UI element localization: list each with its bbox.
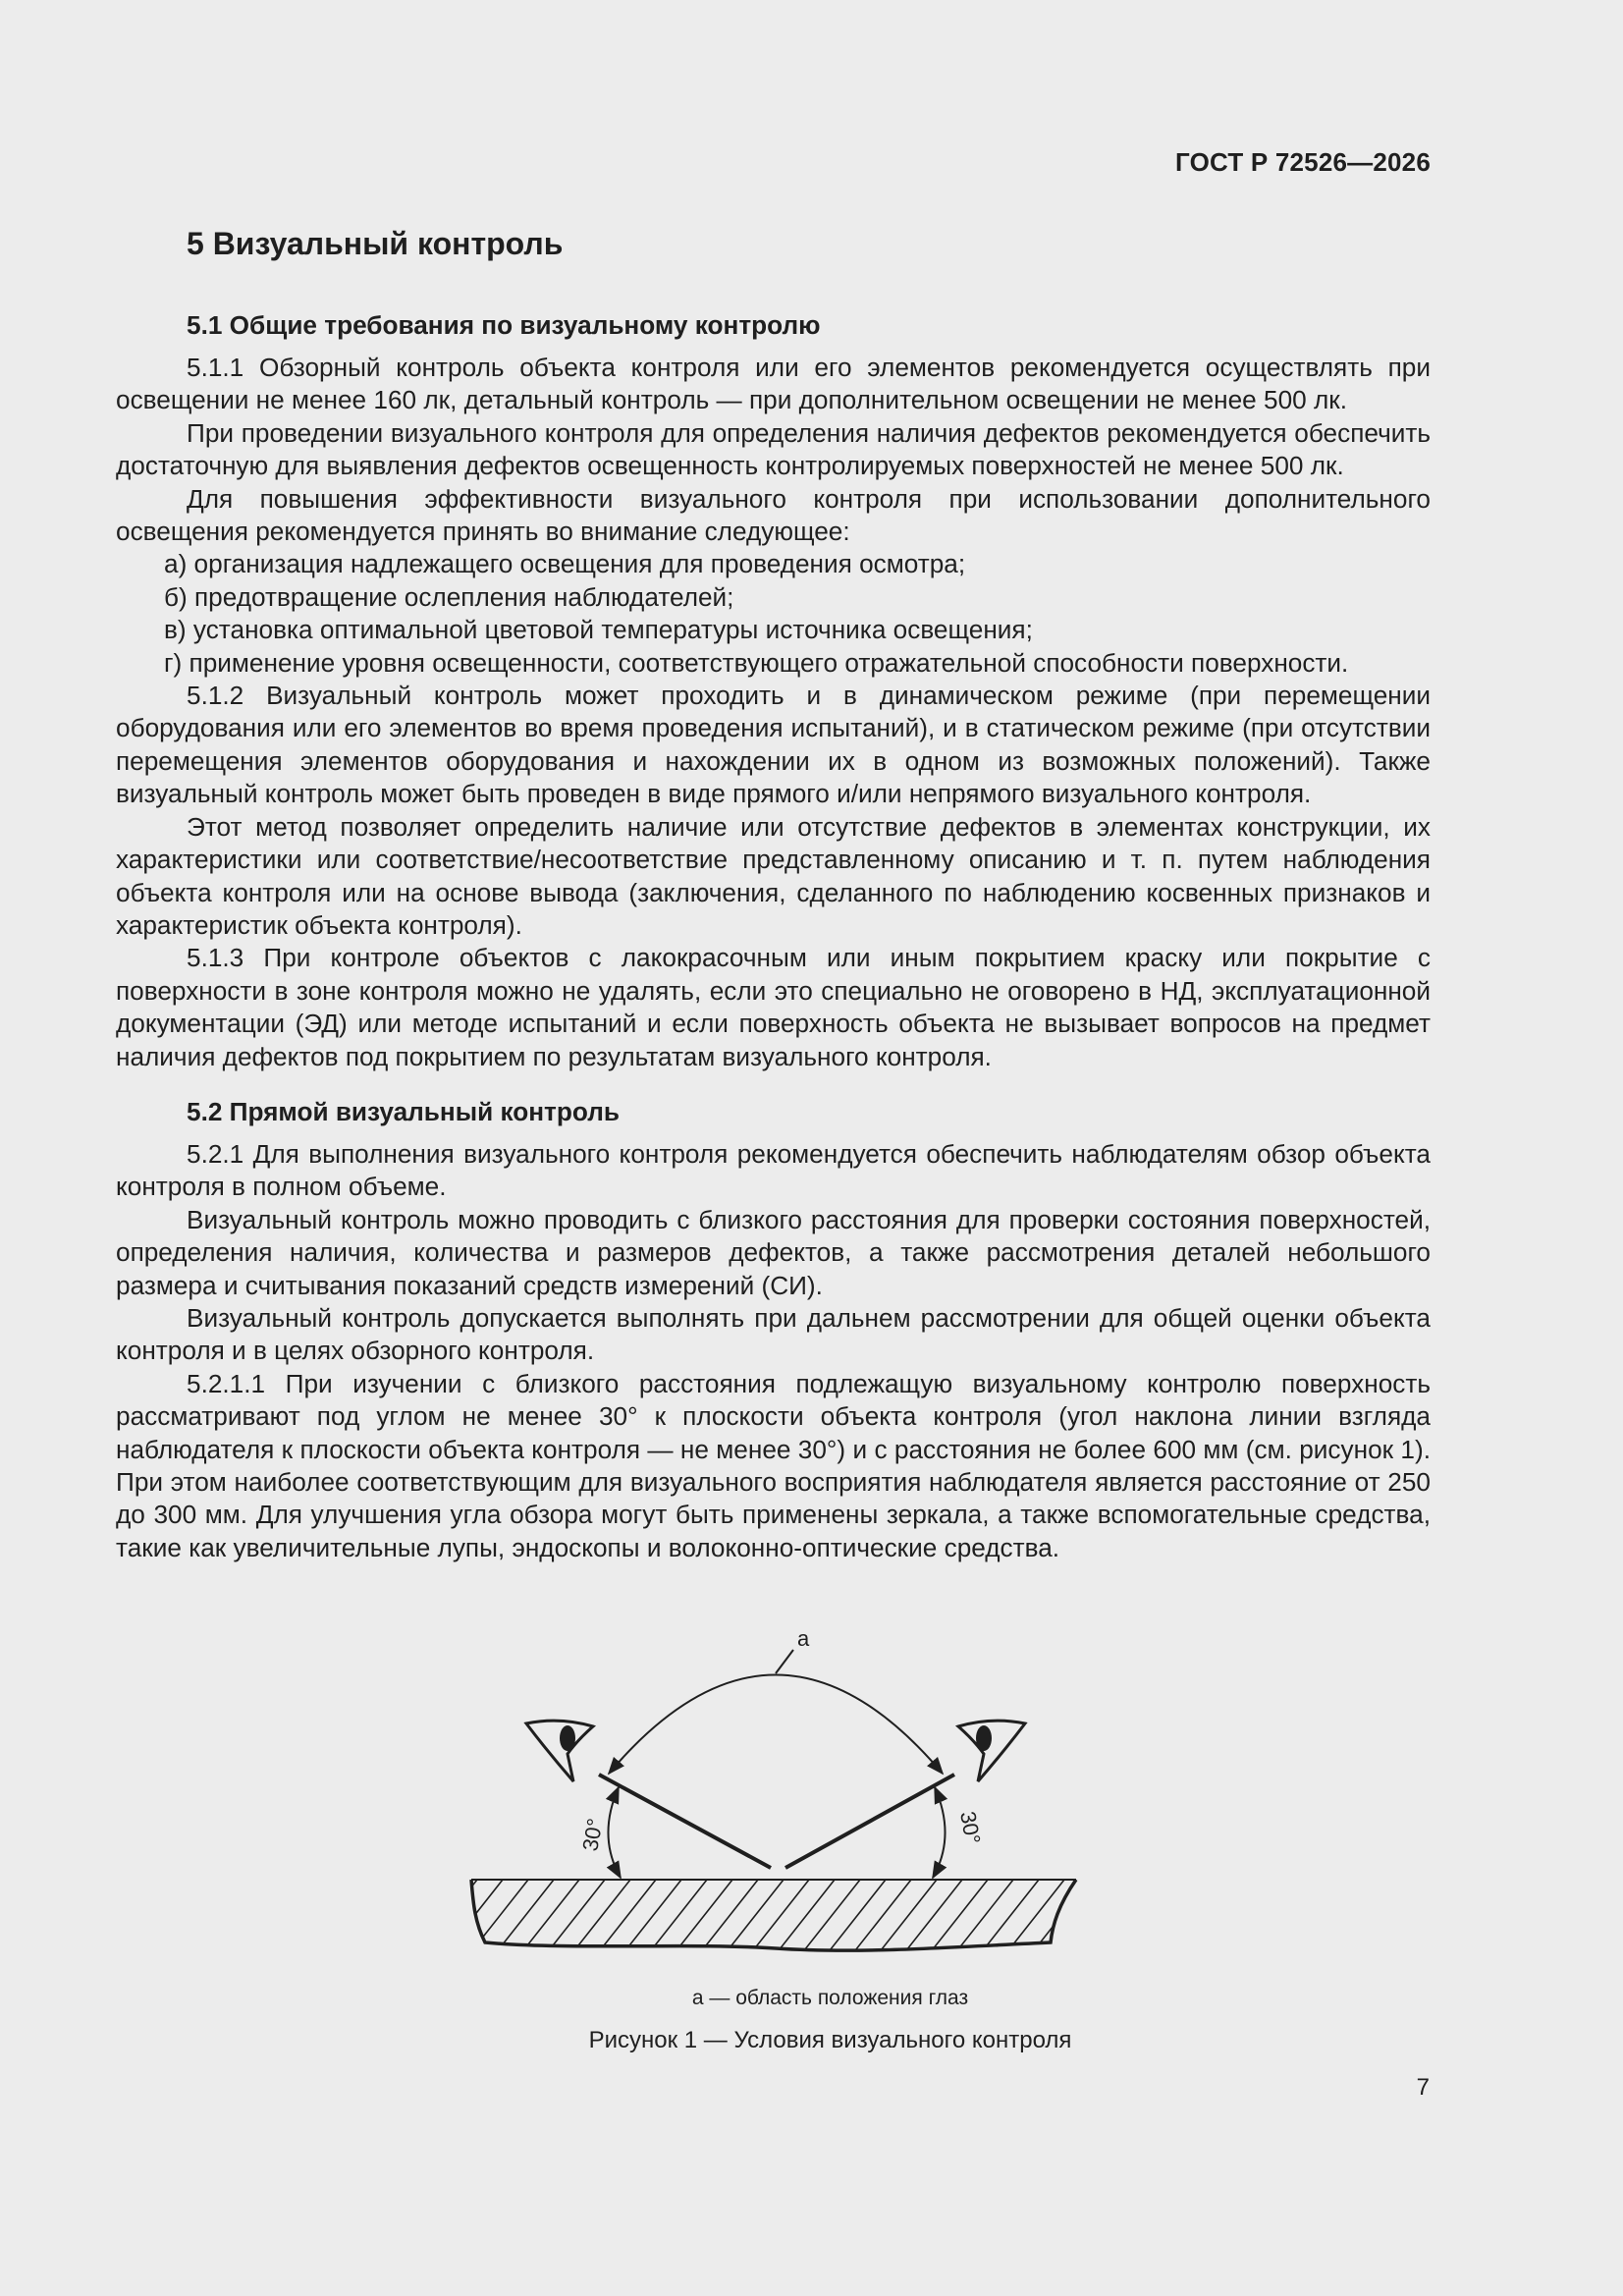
hatch-line — [725, 1880, 784, 1954]
hatch-line — [776, 1880, 835, 1954]
list-item: г) применение уровня освещенности, соответствующего отражательной способности поверхности. — [164, 647, 1349, 678]
page-number: 7 — [1416, 2074, 1430, 2101]
hatch-line — [571, 1880, 630, 1954]
label-leader-line — [776, 1650, 793, 1673]
paragraph: Визуальный контроль допускается выполнять при дальнем рассмотрении для общей оценки объекта контроля и в целях обзорного контроля. — [116, 1302, 1431, 1366]
hatch-line — [699, 1880, 758, 1954]
figure-note: а — область положения глаз — [691, 1987, 969, 2009]
left-sight-line — [599, 1775, 771, 1868]
right-sight-line — [785, 1775, 954, 1868]
label-a: а — [797, 1630, 810, 1651]
hatch-line — [878, 1880, 937, 1954]
hatch-line — [1082, 1880, 1100, 1954]
paragraph: Этот метод позволяет определить наличие или отсутствие дефектов в элементах конструкции, их характеристики или соответствие/несоответствие представленному описанию и т. п. путем наблюдения объекта контроля или на основе вывода (заключения, сделанного по наблюдению косвенных признаков и характеристик объекта контроля). — [116, 811, 1431, 940]
paragraph: 5.1.2 Визуальный контроль может проходить и в динамическом режиме (при перемещении оборудования или его элементов во время проведения испытаний), и в статическом режиме (при отсутствии перемещения элементов оборудования и нахождении их в одном из возможных положений). Также визуальный контроль может быть проведен в виде прямого и/или непрямого визуального контроля. — [116, 681, 1431, 809]
left-angle-arc — [608, 1787, 621, 1878]
paragraph: 5.1.3 При контроле объектов с лакокрасочным или иным покрытием краску или покрытие с поверхности в зоне контроля можно не удалять, если это специально не оговорено в НД, эксплуатационной документации (ЭД) или методе испытаний и если поверхность объекта не вызывает вопросов на предмет наличия дефектов под покрытием по результатам визуального контроля. — [116, 943, 1431, 1071]
hatch-line — [929, 1880, 988, 1954]
body-text — [116, 224, 1431, 1564]
hatch-line — [801, 1880, 860, 1954]
list-item: б) предотвращение ослепления наблюдателей; — [164, 581, 734, 612]
paragraph: 5.2.1 Для выполнения визуального контроля рекомендуется обеспечить наблюдателям обзор объекта контроля в полном объеме. — [116, 1138, 1431, 1202]
hatch-line — [750, 1880, 809, 1954]
paragraph: 5.1.1 Обзорный контроль объекта контроля или его элементов рекомендуется осуществлять при освещении не менее 160 лк, детальный контроль — при дополнительном освещении не менее 500 лк. — [116, 353, 1431, 415]
paragraph: Визуальный контроль можно проводить с близкого расстояния для проверки состояния поверхностей, определения наличия, количества и размеров дефектов, а также рассмотрения деталей небольшого размера и считывания показаний средств измерений (СИ). — [116, 1204, 1431, 1300]
hatch-line — [546, 1880, 605, 1954]
list-item: в) установка оптимальной цветовой температуры источника освещения; — [164, 615, 1033, 645]
subsection-title: 5.1 Общие требования по визуальному контролю — [187, 310, 821, 340]
document-code: ГОСТ Р 72526—2026 — [1175, 147, 1431, 177]
figure-visual-inspection — [452, 1630, 1100, 1964]
inspected-surface — [452, 1880, 1100, 1954]
hatch-line — [597, 1880, 656, 1954]
hatch-line — [622, 1880, 681, 1954]
hatch-line — [674, 1880, 732, 1954]
hatch-line — [852, 1880, 911, 1954]
right-angle-label: 30° — [955, 1809, 986, 1846]
hatch-line — [520, 1880, 579, 1954]
right-eye-icon — [958, 1721, 1025, 1781]
figure-caption: Рисунок 1 — Условия визуального контроля — [588, 2027, 1072, 2053]
paragraph: Для повышения эффективности визуального контроля при использовании дополнительного освещения рекомендуется принять во внимание следующее: — [116, 483, 1431, 547]
hatch-line — [903, 1880, 962, 1954]
paragraph: При проведении визуального контроля для определения наличия дефектов рекомендуется обеспечить достаточную для выявления дефектов освещенность контролируемых поверхностей не менее 500 лк. — [116, 417, 1431, 481]
hatch-line — [1056, 1880, 1100, 1954]
hatch-line — [827, 1880, 886, 1954]
left-angle-label: 30° — [577, 1816, 608, 1853]
right-angle-arc — [933, 1787, 946, 1878]
eye-region-arc — [609, 1675, 943, 1775]
hatch-line — [648, 1880, 707, 1954]
subsection-title: 5.2 Прямой визуальный контроль — [187, 1096, 620, 1126]
paragraph: 5.2.1.1 При изучении с близкого расстояния подлежащую визуальному контролю поверхность рассматривают под углом не менее 30° к плоскости объекта контроля (угол наклона линии взгляда наблюдателя к плоскости объекта контроля — не менее 30°) и с расстояния не более 600 мм (см. рисунок 1). При этом наиболее соответствующим для визуального восприятия наблюдателя является расстояние от 250 до 300 мм. Для улучшения угла обзора могут быть применены зеркала, а также вспомогательные средства, такие как увеличительные лупы, эндоскопы и волоконно-оптические средства. — [116, 1368, 1431, 1562]
section-title: 5 Визуальный контроль — [187, 226, 564, 261]
figure-drawing — [452, 1630, 1100, 1964]
left-eye-icon — [526, 1721, 593, 1781]
list-item: а) организация надлежащего освещения для проведения осмотра; — [164, 549, 966, 579]
